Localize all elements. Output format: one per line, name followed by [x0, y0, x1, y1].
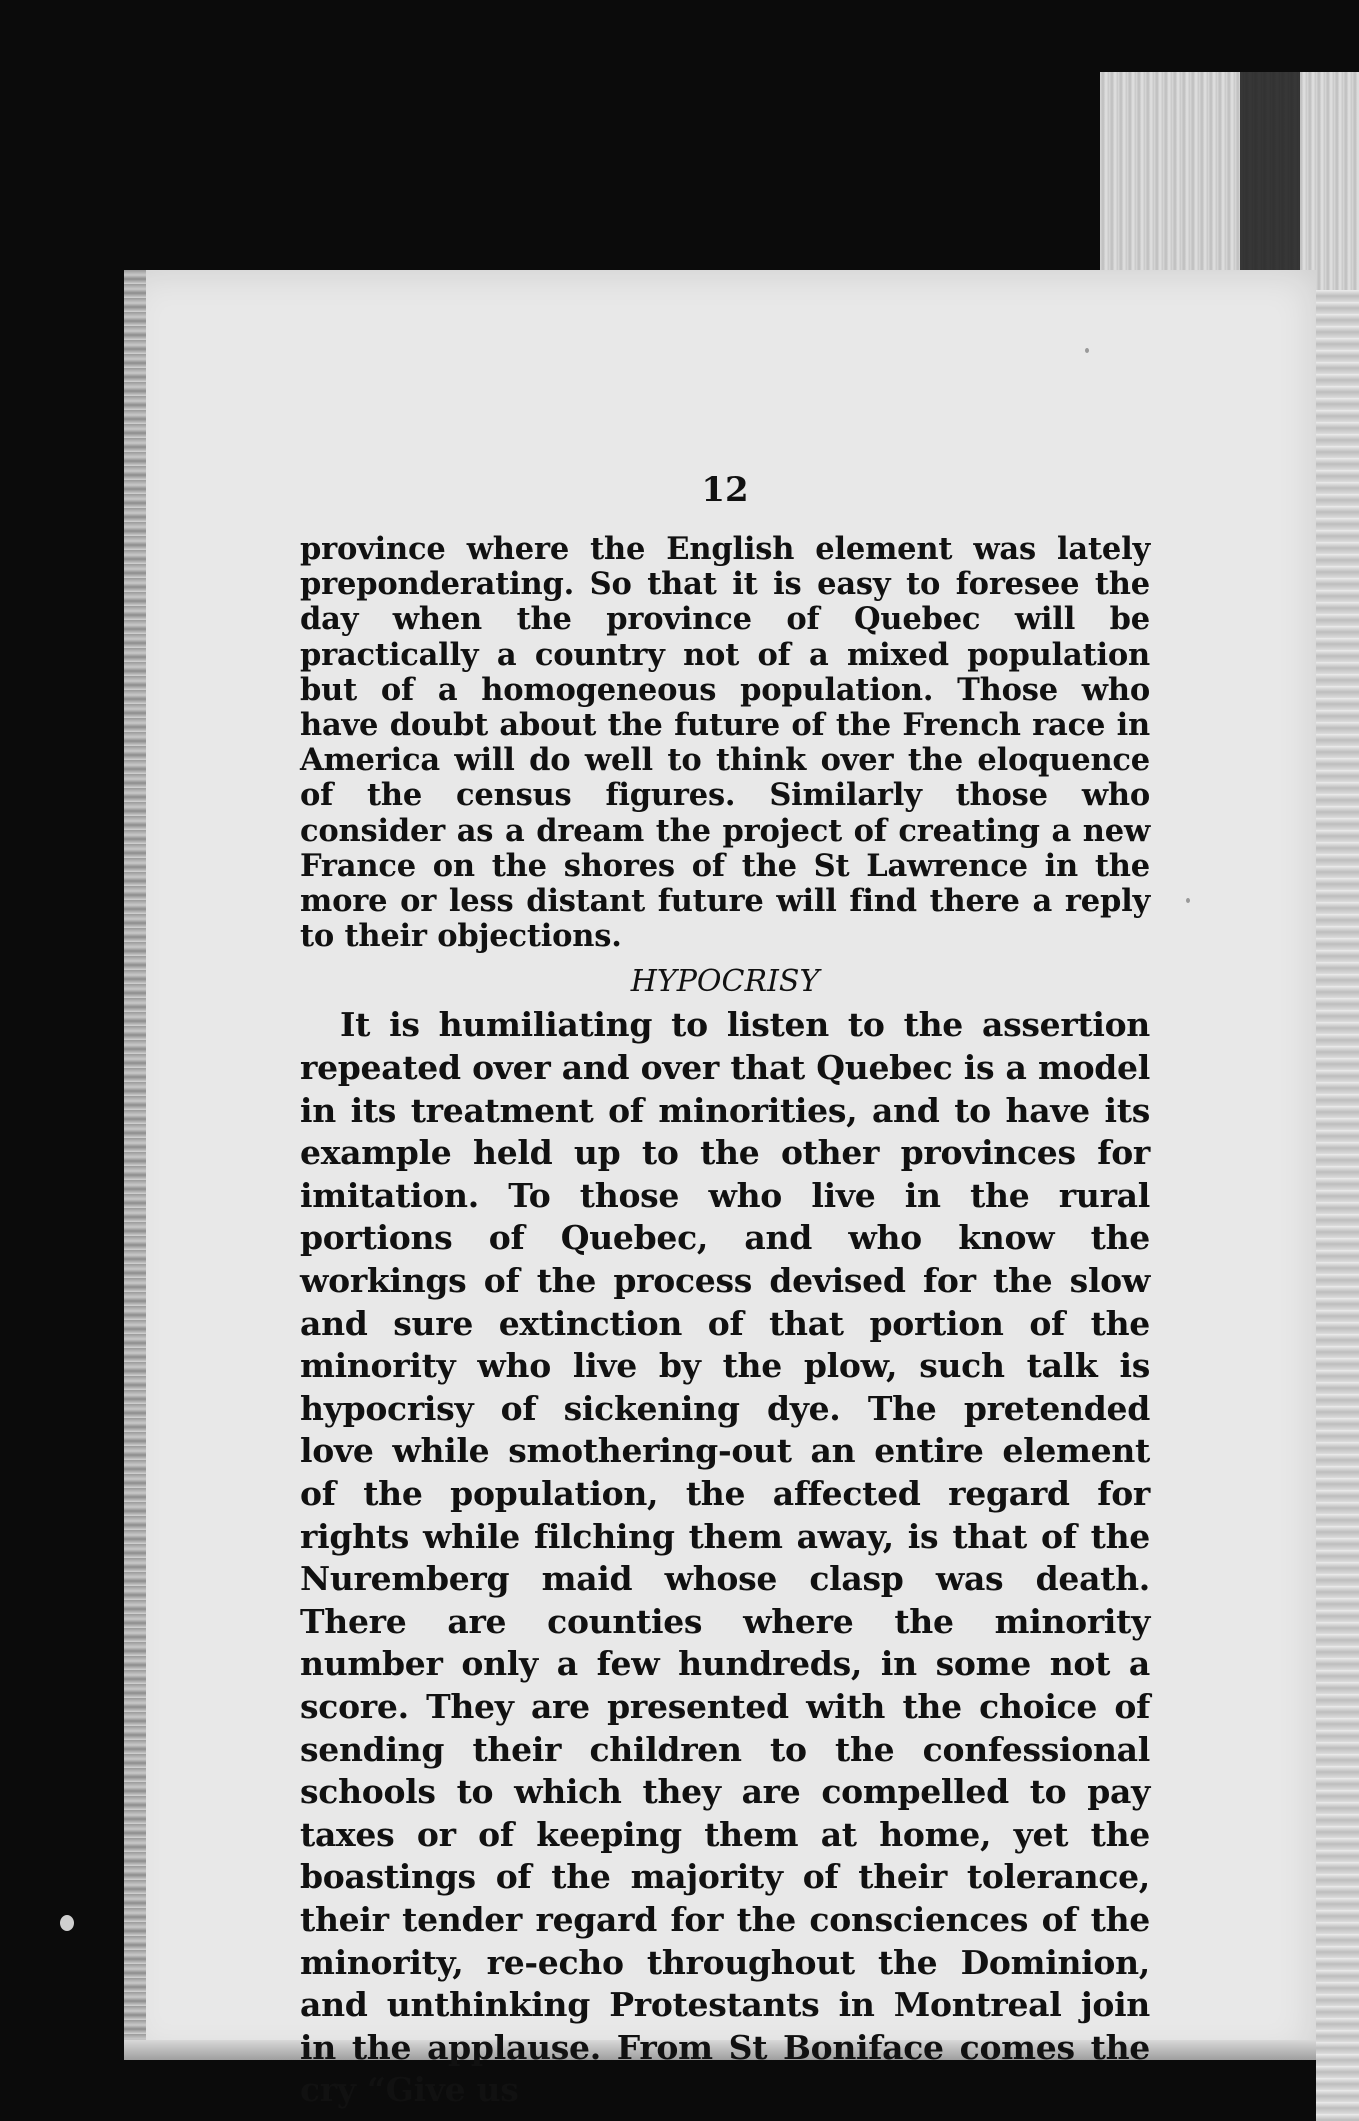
back-page-shadow: [1240, 72, 1300, 292]
back-page-edge: [1100, 72, 1359, 292]
section-heading: HYPOCRISY: [630, 964, 820, 1000]
page-number: 12: [701, 470, 749, 510]
page-text: [300, 470, 1150, 2112]
page-right-edge: [1316, 290, 1359, 2121]
scan-speck: [1085, 348, 1089, 353]
section-paragraph: It is humiliating to listen to the assertion repeated over and over that Quebec is a model in its treatment of minorities, and to have its example held up to the other provinces for imitation. To those who live in the rural portions of Quebec, and who know the workings of the process devised for the slow and sure extinction of that portion of the minority who live by the plow, such talk is hypocrisy of sickening dye. The pretended love while smothering-out an entire element of the population, the affected regard for rights while filching them away, is that of the Nuremberg maid whose clasp was death. There are counties where the minority number only a few hundreds, in some not a score. They are presented with the choice of sending their children to the confessional schools to which they are compelled to pay taxes or of keeping them at home, yet the boastings of the majority of their tolerance, their tender regard for the consciences of the minority, re-echo throughout the Dominion, and unthinking Protestants in Montreal join in the applause. From St Boniface comes the cry “Give us: [300, 1005, 1150, 2110]
page-left-binding: [124, 270, 146, 2060]
scan-speck: [60, 1915, 74, 1931]
opening-paragraph: province where the English element was lately preponderating. So that it is easy to foresee the day when the province of Quebec will be practically a country not of a mixed population but of a homogeneous population. Those who have doubt about the future of the French race in America will do well to think over the eloquence of the census figures. Similarly those who consider as a dream the project of creating a new France on the shores of the St Lawrence in the more or less distant future will find there a reply to their objections.: [300, 531, 1150, 955]
scan-speck: [1186, 898, 1190, 903]
